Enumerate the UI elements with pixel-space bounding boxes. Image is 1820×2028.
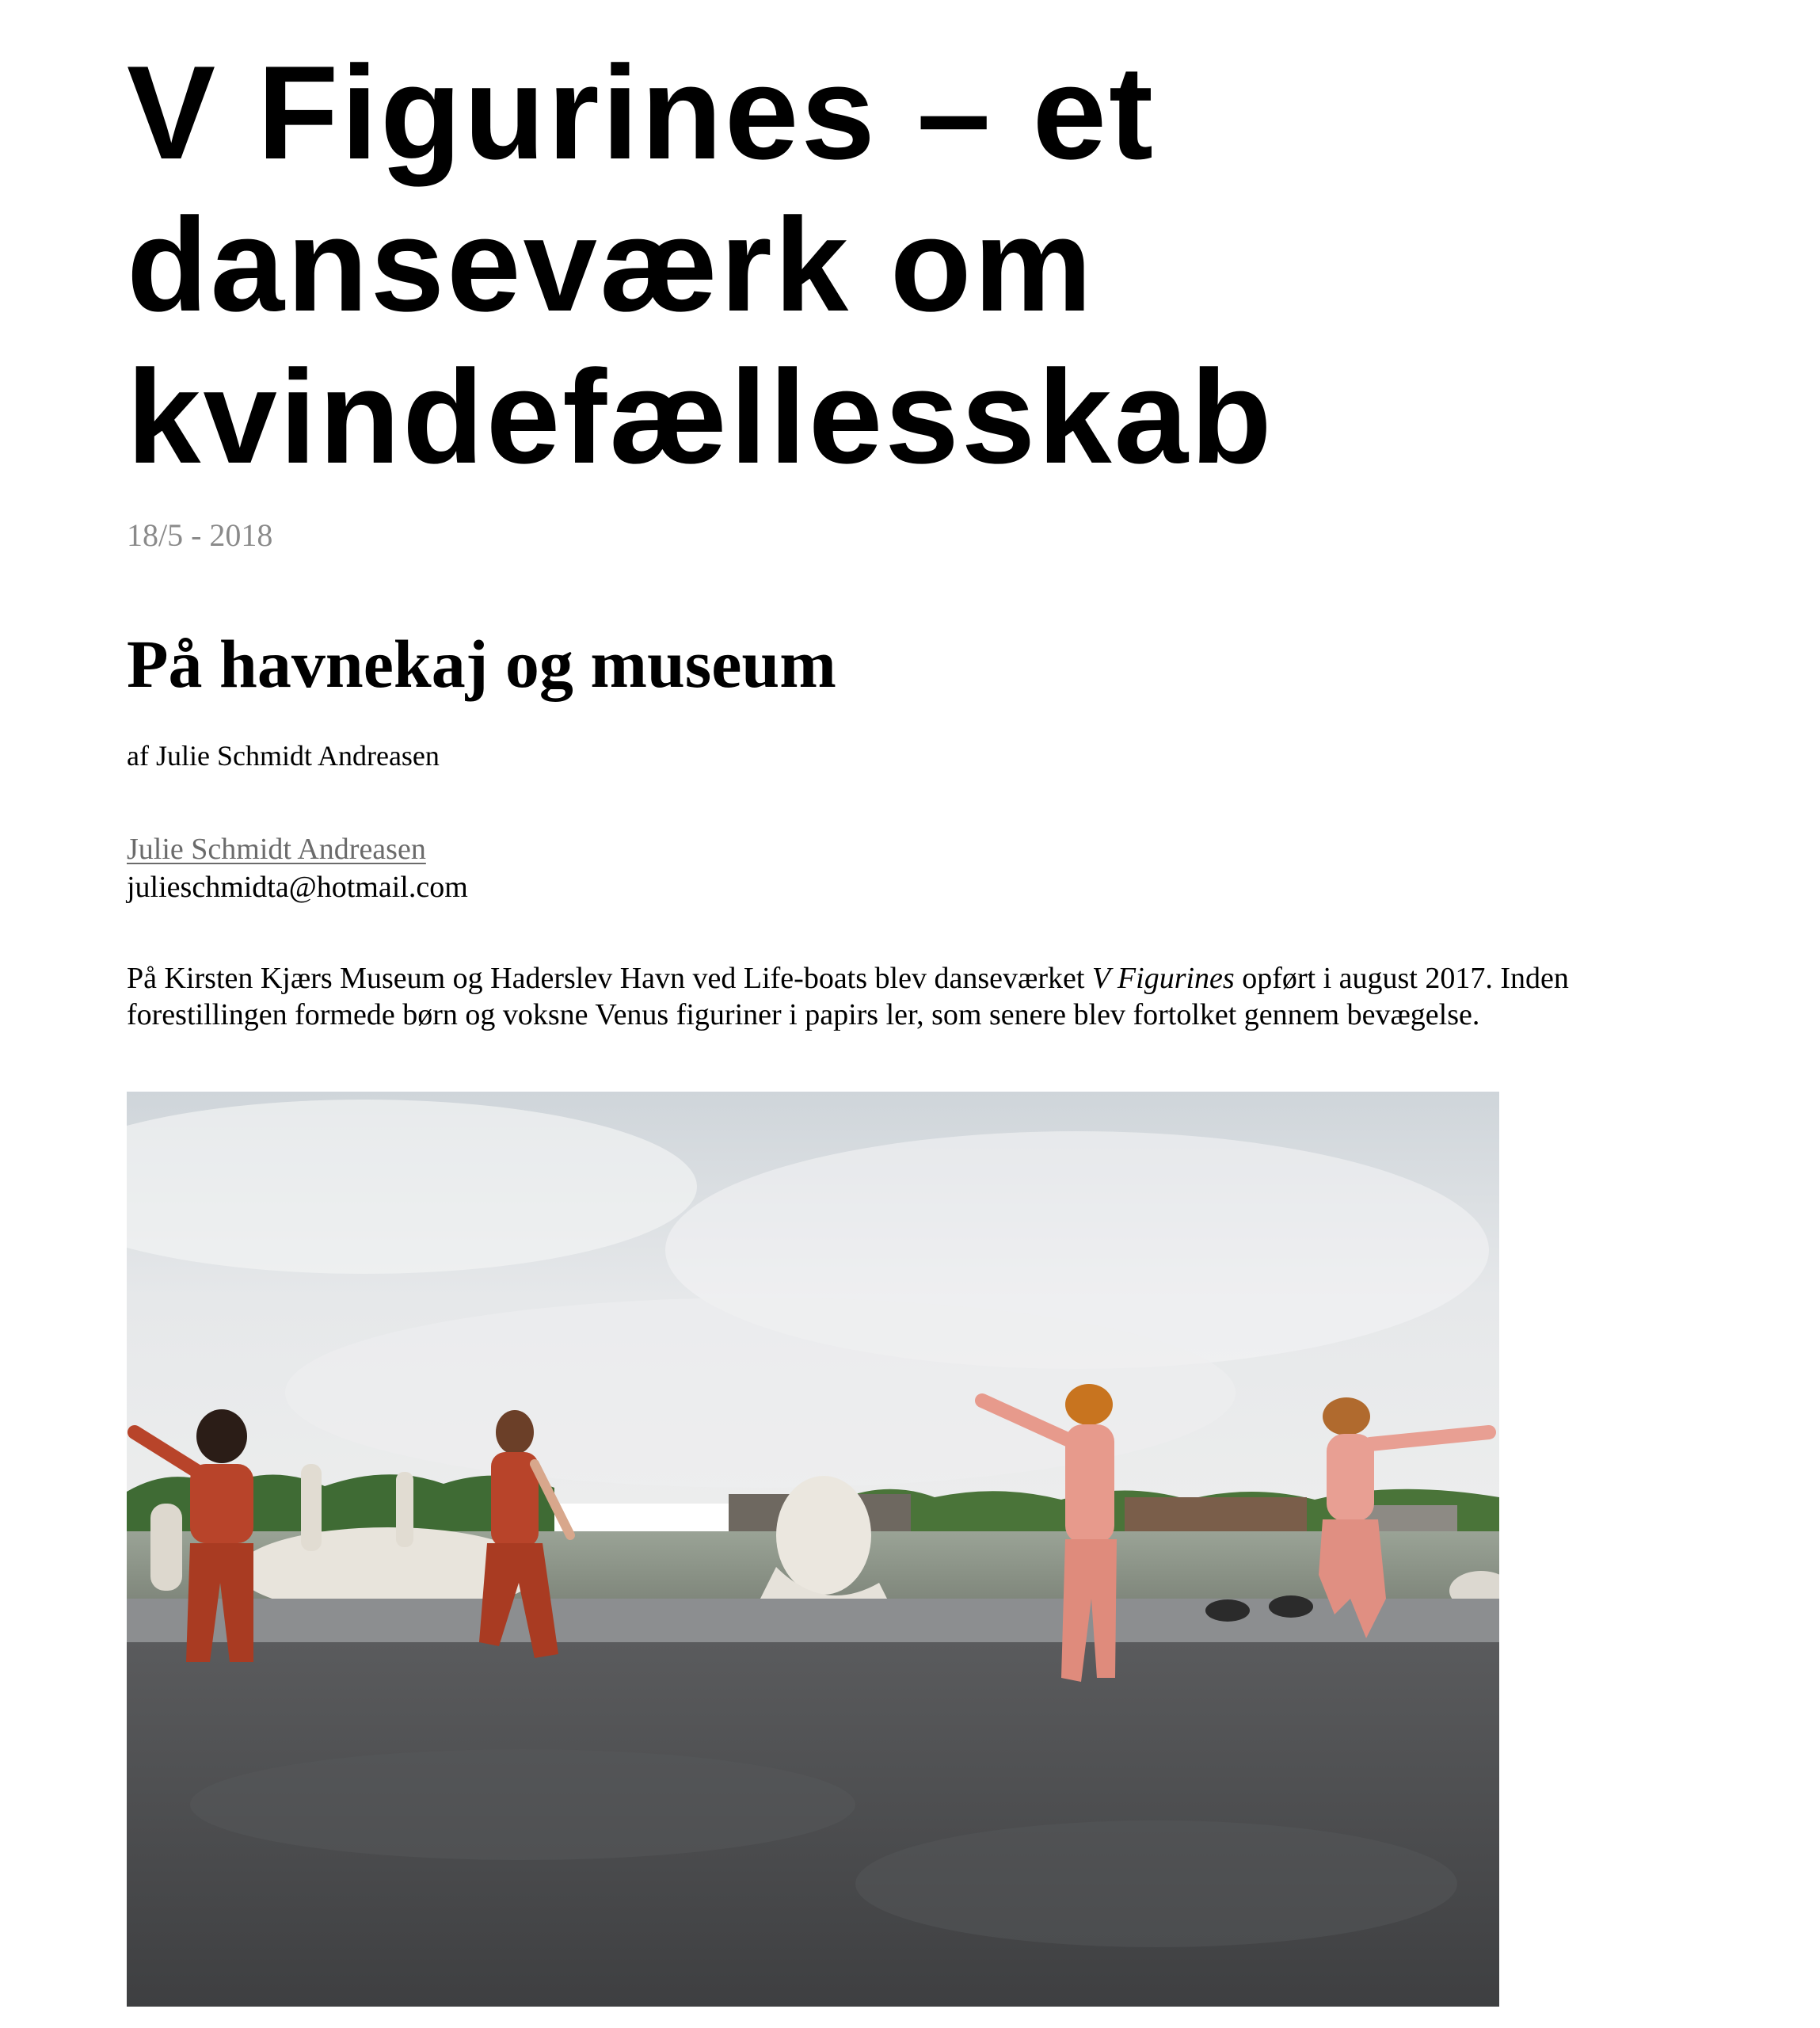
intro-paragraph — [127, 960, 1711, 1033]
author-email: julieschmidta@hotmail.com — [127, 871, 468, 904]
article-title: V Figurines – et danseværk om kvindefællesskab — [127, 38, 1274, 491]
author-link[interactable]: Julie Schmidt Andreasen — [127, 833, 426, 866]
performance-photo — [127, 1092, 1499, 2007]
work-title: V Figurines — [1091, 962, 1235, 995]
intro-text-after: opført i august 2017. Inden forestillingen formede børn og voksne Venus figuriner i papirs ler, som senere blev fortolket gennem bevægelse. — [127, 962, 1569, 1031]
intro-text-before: På Kirsten Kjærs Museum og Haderslev Havn ved Life-boats blev danseværket — [127, 962, 1092, 995]
publish-date: 18/5 - 2018 — [127, 517, 273, 553]
byline: af Julie Schmidt Andreasen — [127, 740, 440, 772]
article-subtitle: På havnekaj og museum — [127, 626, 836, 702]
